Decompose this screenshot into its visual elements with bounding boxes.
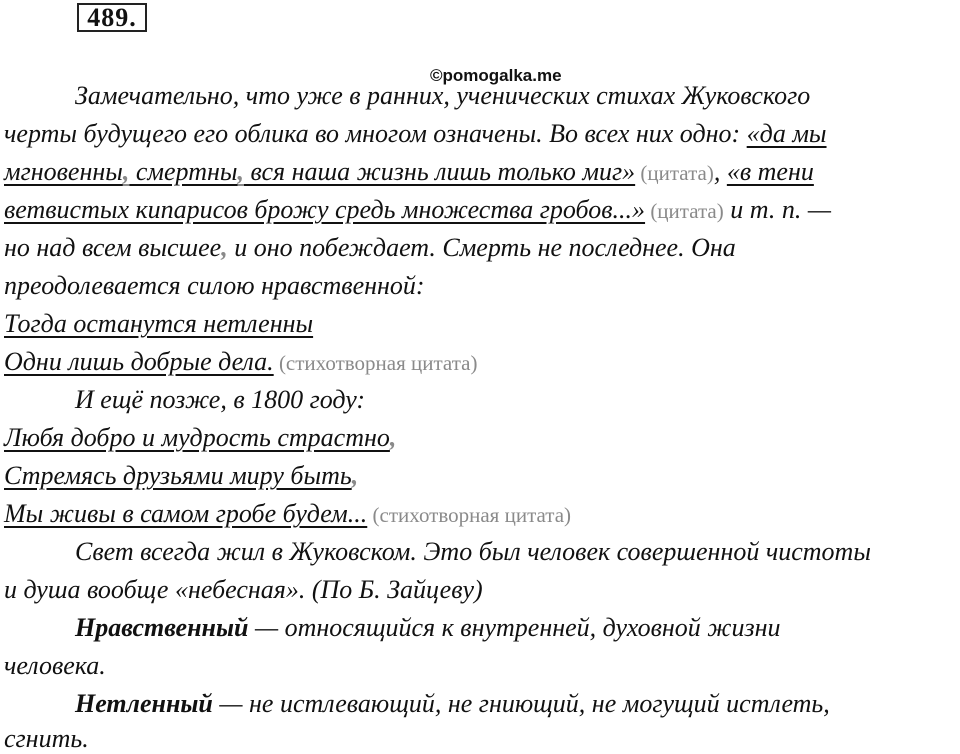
text-segment: но над всем высшее <box>4 233 222 262</box>
poem-text: Одни лишь добрые дела. <box>4 347 274 376</box>
comma-mark: , <box>237 157 244 186</box>
quote-text: смертны <box>129 157 238 186</box>
definition-text: — относящийся к внутренней, духовной жизни <box>248 613 781 642</box>
poem-line-3 <box>4 423 396 453</box>
quote-text: мгновенны <box>4 157 123 186</box>
exercise-number: 489. <box>77 3 147 32</box>
text-line-16: человека. <box>4 651 106 680</box>
comma-mark: , <box>351 461 359 490</box>
term-word: Нравственный <box>75 613 249 642</box>
quote-note: (цитата) <box>645 199 724 223</box>
quote-note: (цитата) <box>635 161 714 185</box>
text-line-6: преодолевается силою нравственной: <box>4 271 425 300</box>
comma-mark: , <box>122 157 130 186</box>
text-line-9: И ещё позже, в 1800 году: <box>75 385 366 414</box>
comma-mark: , <box>221 233 228 262</box>
poem-text: Мы живы в самом гробе будем... <box>4 499 368 528</box>
text-segment: и т. п. — <box>723 195 831 224</box>
quote-text: ветвистых кипарисов брожу средь множества гробов...» <box>4 195 646 224</box>
comma-mark: , <box>389 423 397 452</box>
poem-line-4 <box>4 461 358 491</box>
quote-text: вся наша жизнь лишь только миг» <box>244 157 636 186</box>
quote-start: «да мы <box>746 119 827 148</box>
poem-text: Стремясь друзьями миру быть <box>4 461 352 490</box>
text-line-5 <box>4 233 736 263</box>
poem-text: Любя добро и мудрость страстно <box>4 423 390 452</box>
definition-2 <box>75 689 830 719</box>
text-line-18: сгнить. <box>4 724 89 753</box>
definition-1 <box>75 613 781 643</box>
poem-line-1: Тогда останутся нетленны <box>4 309 314 338</box>
quote-start: «в тени <box>726 157 814 186</box>
quote-note: (стихотворная цитата) <box>273 351 478 375</box>
quote-note: (стихотворная цитата) <box>367 503 572 527</box>
text-segment: и оно побеждает. Смерть не последнее. Она <box>227 233 736 262</box>
text-line-1: Замечательно, что уже в ранних, ученических стихах Жуковского <box>75 81 811 110</box>
text-segment: черты будущего его облика во многом означены. Во всех них одно: <box>4 119 747 148</box>
text-line-2 <box>4 119 827 149</box>
term-word: Нетленный <box>75 689 213 718</box>
poem-line-5 <box>4 499 571 530</box>
text-line-3 <box>4 157 814 188</box>
watermark: ©pomogalka.me <box>430 66 562 85</box>
text-line-14: и душа вообще «небесная». (По Б. Зайцеву) <box>4 575 483 604</box>
text-segment: , <box>713 157 727 186</box>
poem-line-2 <box>4 347 477 378</box>
text-line-4 <box>4 195 831 226</box>
definition-text: — не истлевающий, не гниющий, не могущий истлеть, <box>212 689 830 718</box>
text-line-13: Свет всегда жил в Жуковском. Это был человек совершенной чистоты <box>75 537 871 566</box>
